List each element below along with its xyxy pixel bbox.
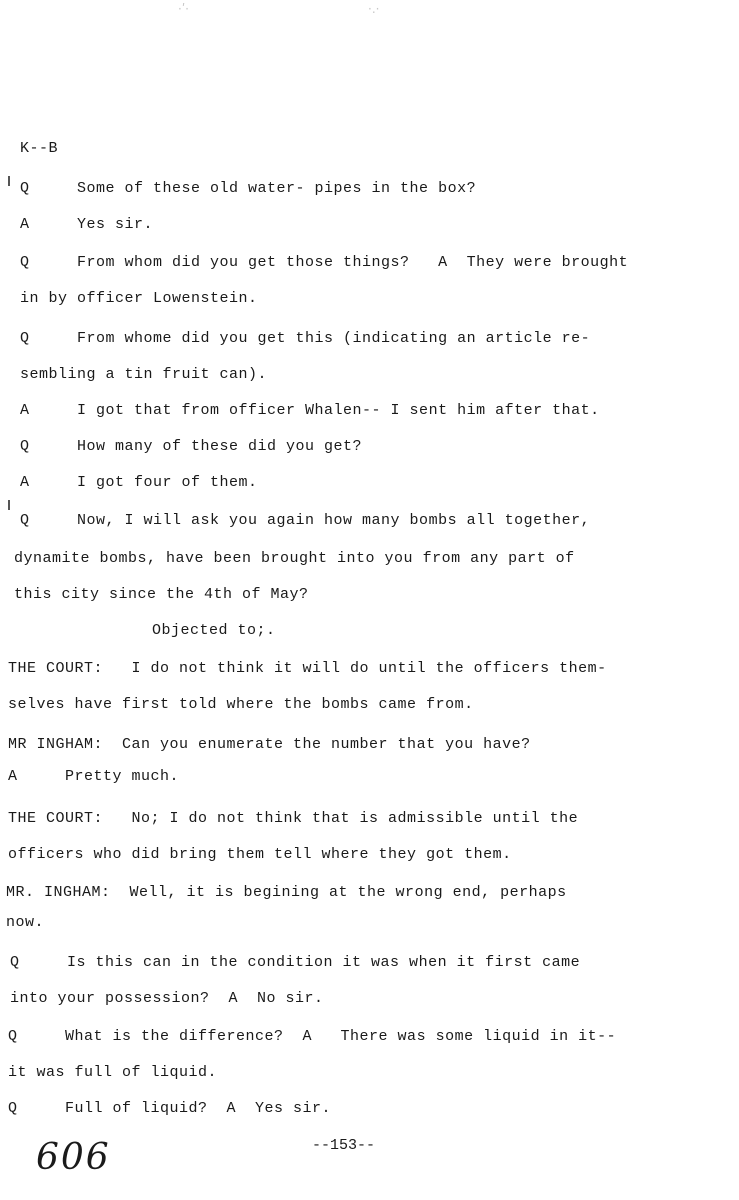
- transcript-line: THE COURT: No; I do not think that is admissible until the: [8, 810, 579, 827]
- transcript-line: selves have first told where the bombs came from.: [8, 696, 474, 713]
- transcript-line: MR INGHAM: Can you enumerate the number that you have?: [8, 736, 531, 753]
- transcript-line: A Pretty much.: [8, 768, 180, 785]
- transcript-line: A Yes sir.: [20, 216, 154, 233]
- handwritten-page-number: 606: [36, 1137, 111, 1178]
- page-number: --153--: [312, 1137, 376, 1154]
- transcript-line: Q From whom did you get those things? A They were brought: [20, 254, 629, 271]
- transcript-line: A I got that from officer Whalen-- I sent him after that.: [20, 402, 600, 419]
- transcript-line: in by officer Lowenstein.: [20, 290, 258, 307]
- transcript-line: Q How many of these did you get?: [20, 438, 363, 455]
- margin-tick: [8, 176, 10, 186]
- transcript-line: Q Some of these old water- pipes in the box?: [20, 180, 477, 197]
- transcript-line: officers who did bring them tell where they got them.: [8, 846, 512, 863]
- transcript-line: it was full of liquid.: [8, 1064, 218, 1081]
- transcript-line: sembling a tin fruit can).: [20, 366, 268, 383]
- transcript-line: this city since the 4th of May?: [14, 586, 309, 603]
- transcript-line: Q From whome did you get this (indicating an article re-: [20, 330, 591, 347]
- transcript-line: Q Full of liquid? A Yes sir.: [8, 1100, 332, 1117]
- transcript-line: into your possession? A No sir.: [10, 990, 324, 1007]
- transcript-line: Q Is this can in the condition it was when it first came: [10, 954, 581, 971]
- punch-mark-left: ·ʹ·: [178, 2, 189, 16]
- margin-tick: [8, 500, 10, 510]
- punch-mark-right: ·.·: [368, 2, 380, 16]
- transcript-line: now.: [6, 914, 45, 931]
- transcript-line: Q Now, I will ask you again how many bombs all together,: [20, 512, 591, 529]
- transcript-line: dynamite bombs, have been brought into you from any part of: [14, 550, 575, 567]
- transcript-line: A I got four of them.: [20, 474, 258, 491]
- section-header: K--B: [20, 140, 59, 157]
- transcript-line: Objected to;.: [0, 622, 276, 639]
- transcript-line: Q What is the difference? A There was some liquid in it--: [8, 1028, 617, 1045]
- transcript-line: THE COURT: I do not think it will do until the officers them-: [8, 660, 607, 677]
- transcript-line: MR. INGHAM: Well, it is begining at the wrong end, perhaps: [6, 884, 567, 901]
